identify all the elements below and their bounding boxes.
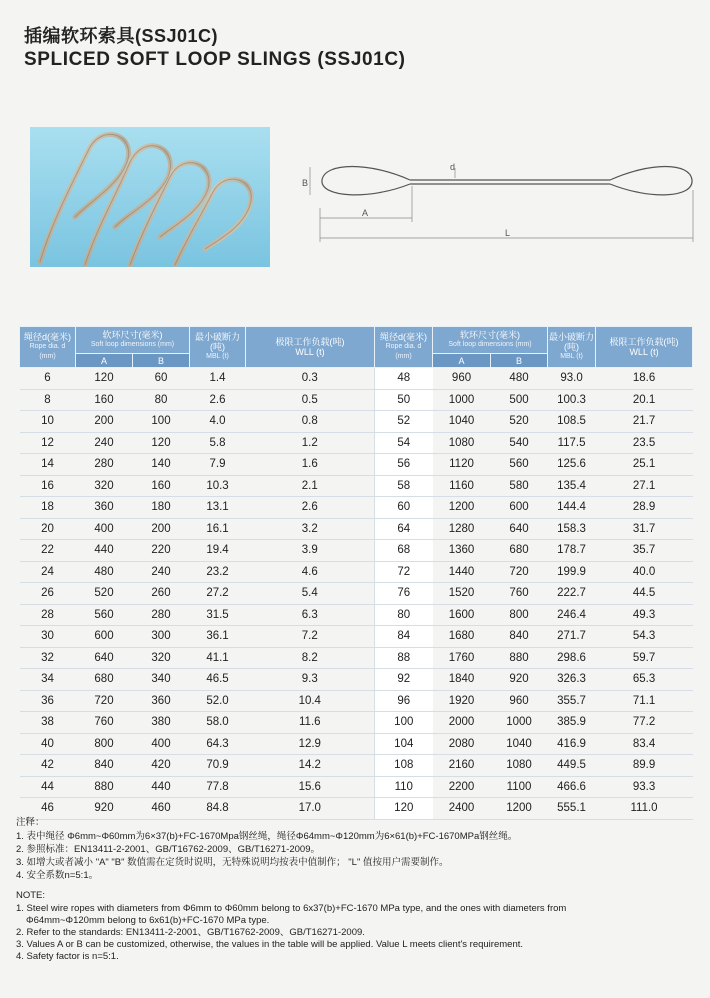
table-cell: 14 <box>20 454 76 476</box>
table-cell: 24 <box>20 561 76 583</box>
table-cell: 400 <box>76 518 133 540</box>
page-title-cn: 插编软环索具(SSJ01C) <box>24 26 219 46</box>
table-cell: 1760 <box>433 647 491 669</box>
table-cell: 0.5 <box>246 389 375 411</box>
table-cell: 500 <box>491 389 548 411</box>
table-row <box>20 432 693 454</box>
table-cell: 7.9 <box>190 454 246 476</box>
table-cell: 1.4 <box>190 368 246 390</box>
table-cell: 27.1 <box>596 475 693 497</box>
table-cell: 23.2 <box>190 561 246 583</box>
table-cell: 1000 <box>491 712 548 734</box>
table-cell: 36.1 <box>190 626 246 648</box>
table-cell: 65.3 <box>596 669 693 691</box>
table-cell: 2.6 <box>246 497 375 519</box>
header-mbl: 最小破断力 (吨) MBL (t) <box>190 327 246 368</box>
table-cell: 340 <box>133 669 190 691</box>
table-cell: 680 <box>76 669 133 691</box>
table-cell: 160 <box>133 475 190 497</box>
table-cell: 760 <box>491 583 548 605</box>
table-cell: 44.5 <box>596 583 693 605</box>
table-row <box>20 776 693 798</box>
table-cell: 56 <box>375 454 433 476</box>
table-cell: 58.0 <box>190 712 246 734</box>
table-cell: 30 <box>20 626 76 648</box>
table-cell: 158.3 <box>548 518 596 540</box>
note-cn-2: 2. 参照标准：EN13411-2-2001、GB/T16762-2009、GB/T16271-2009。 <box>16 844 320 855</box>
note-en-1-cont: Φ64mm~Φ120mm belong to 6x61(b)+FC-1670 MPa type. <box>26 915 270 926</box>
table-cell: 9.3 <box>246 669 375 691</box>
table-cell: 60 <box>375 497 433 519</box>
table-cell: 89.9 <box>596 755 693 777</box>
table-cell: 17.0 <box>246 798 375 820</box>
table-cell: 280 <box>76 454 133 476</box>
table-cell: 96 <box>375 690 433 712</box>
table-cell: 20 <box>20 518 76 540</box>
table-row <box>20 518 693 540</box>
table-cell: 280 <box>133 604 190 626</box>
table-cell: 1080 <box>491 755 548 777</box>
table-cell: 180 <box>133 497 190 519</box>
table-cell: 1280 <box>433 518 491 540</box>
table-cell: 100 <box>375 712 433 734</box>
label-d: d <box>450 162 456 172</box>
table-row <box>20 540 693 562</box>
table-cell: 360 <box>76 497 133 519</box>
spec-table-body <box>20 368 693 820</box>
table-cell: 320 <box>133 647 190 669</box>
header-b-2: B <box>491 354 548 368</box>
table-cell: 246.4 <box>548 604 596 626</box>
table-cell: 2.6 <box>190 389 246 411</box>
table-cell: 46 <box>20 798 76 820</box>
table-cell: 271.7 <box>548 626 596 648</box>
table-cell: 120 <box>133 432 190 454</box>
table-cell: 108 <box>375 755 433 777</box>
table-cell: 14.2 <box>246 755 375 777</box>
table-cell: 600 <box>76 626 133 648</box>
table-cell: 800 <box>491 604 548 626</box>
table-cell: 355.7 <box>548 690 596 712</box>
table-cell: 18.6 <box>596 368 693 390</box>
table-cell: 540 <box>491 432 548 454</box>
table-cell: 200 <box>133 518 190 540</box>
table-cell: 199.9 <box>548 561 596 583</box>
table-cell: 480 <box>76 561 133 583</box>
table-cell: 1120 <box>433 454 491 476</box>
table-cell: 10.4 <box>246 690 375 712</box>
table-cell: 800 <box>76 733 133 755</box>
table-cell: 520 <box>491 411 548 433</box>
note-en-4: 4. Safety factor is n=5:1. <box>16 951 119 962</box>
table-row <box>20 561 693 583</box>
table-cell: 104 <box>375 733 433 755</box>
table-row <box>20 497 693 519</box>
table-cell: 19.4 <box>190 540 246 562</box>
table-cell: 16.1 <box>190 518 246 540</box>
table-row <box>20 475 693 497</box>
header-b: B <box>133 354 190 368</box>
table-cell: 1160 <box>433 475 491 497</box>
table-cell: 720 <box>76 690 133 712</box>
table-cell: 6.3 <box>246 604 375 626</box>
table-row <box>20 647 693 669</box>
table-cell: 880 <box>491 647 548 669</box>
table-cell: 50 <box>375 389 433 411</box>
table-cell: 31.7 <box>596 518 693 540</box>
notes-english <box>16 890 566 963</box>
table-cell: 840 <box>491 626 548 648</box>
table-cell: 240 <box>133 561 190 583</box>
table-cell: 1040 <box>491 733 548 755</box>
table-cell: 600 <box>491 497 548 519</box>
spec-table <box>19 326 693 820</box>
table-cell: 440 <box>76 540 133 562</box>
table-cell: 960 <box>433 368 491 390</box>
note-en-1: 1. Steel wire ropes with diameters from Φ6mm to Φ60mm belong to 6x37(b)+FC-1670 MPa type, and the ones with diameters from <box>16 903 567 914</box>
table-cell: 68 <box>375 540 433 562</box>
table-cell: 40.0 <box>596 561 693 583</box>
table-cell: 71.1 <box>596 690 693 712</box>
table-cell: 560 <box>491 454 548 476</box>
table-cell: 108.5 <box>548 411 596 433</box>
table-cell: 3.9 <box>246 540 375 562</box>
table-cell: 40 <box>20 733 76 755</box>
table-cell: 1100 <box>491 776 548 798</box>
table-cell: 380 <box>133 712 190 734</box>
table-row <box>20 626 693 648</box>
table-cell: 260 <box>133 583 190 605</box>
table-row <box>20 712 693 734</box>
table-cell: 84 <box>375 626 433 648</box>
table-cell: 46.5 <box>190 669 246 691</box>
table-cell: 15.6 <box>246 776 375 798</box>
table-cell: 640 <box>491 518 548 540</box>
table-cell: 1600 <box>433 604 491 626</box>
table-cell: 178.7 <box>548 540 596 562</box>
table-cell: 1.2 <box>246 432 375 454</box>
table-cell: 93.3 <box>596 776 693 798</box>
table-cell: 32 <box>20 647 76 669</box>
table-row <box>20 604 693 626</box>
table-cell: 3.2 <box>246 518 375 540</box>
table-cell: 140 <box>133 454 190 476</box>
table-cell: 920 <box>76 798 133 820</box>
table-row <box>20 690 693 712</box>
table-cell: 2400 <box>433 798 491 820</box>
table-cell: 11.6 <box>246 712 375 734</box>
table-cell: 960 <box>491 690 548 712</box>
table-cell: 36 <box>20 690 76 712</box>
table-cell: 52.0 <box>190 690 246 712</box>
note-cn-4: 4. 安全系数n=5:1。 <box>16 870 99 881</box>
header-rope-dia: 绳径d(毫米) Rope dia. d (mm) <box>20 327 76 368</box>
table-cell: 1920 <box>433 690 491 712</box>
table-cell: 4.0 <box>190 411 246 433</box>
table-cell: 77.8 <box>190 776 246 798</box>
table-cell: 76 <box>375 583 433 605</box>
table-row <box>20 733 693 755</box>
table-cell: 111.0 <box>596 798 693 820</box>
note-cn-3: 3. 如增大或者减小 "A" "B" 数值需在定货时说明，无特殊说明均按表中值制作； "L" 值按用户需要制作。 <box>16 857 449 868</box>
table-cell: 48 <box>375 368 433 390</box>
header-wll-2: 极限工作负载(吨) WLL (t) <box>596 327 693 368</box>
table-cell: 2200 <box>433 776 491 798</box>
table-cell: 520 <box>76 583 133 605</box>
label-a: A <box>362 208 369 218</box>
product-photo <box>30 127 270 267</box>
table-cell: 385.9 <box>548 712 596 734</box>
notes-en-heading: NOTE: <box>16 890 46 901</box>
table-cell: 54.3 <box>596 626 693 648</box>
table-cell: 25.1 <box>596 454 693 476</box>
note-cn-1: 1. 表中绳径 Φ6mm~Φ60mm为6×37(b)+FC-1670Mpa钢丝绳，绳径Φ64mm~Φ120mm为6×61(b)+FC-1670MPa钢丝绳。 <box>16 831 518 842</box>
table-cell: 320 <box>76 475 133 497</box>
table-cell: 41.1 <box>190 647 246 669</box>
table-cell: 21.7 <box>596 411 693 433</box>
label-l: L <box>505 228 511 238</box>
page-title-en: SPLICED SOFT LOOP SLINGS (SSJ01C) <box>24 49 406 70</box>
table-cell: 880 <box>76 776 133 798</box>
table-cell: 300 <box>133 626 190 648</box>
table-row <box>20 389 693 411</box>
table-cell: 1680 <box>433 626 491 648</box>
table-cell: 720 <box>491 561 548 583</box>
table-cell: 13.1 <box>190 497 246 519</box>
note-en-3: 3. Values A or B can be customized, otherwise, the values in the table will be applied. Value L meets client's requirement. <box>16 939 524 950</box>
header-loop-dims-2: 软环尺寸(毫米) Soft loop dimensions (mm) <box>433 327 548 354</box>
table-cell: 26 <box>20 583 76 605</box>
table-cell: 440 <box>133 776 190 798</box>
table-cell: 83.4 <box>596 733 693 755</box>
table-cell: 110 <box>375 776 433 798</box>
table-cell: 680 <box>491 540 548 562</box>
sling-dimension-diagram <box>300 150 700 250</box>
table-cell: 360 <box>133 690 190 712</box>
table-row <box>20 583 693 605</box>
table-row <box>20 669 693 691</box>
table-cell: 60 <box>133 368 190 390</box>
table-cell: 760 <box>76 712 133 734</box>
table-cell: 555.1 <box>548 798 596 820</box>
table-cell: 64.3 <box>190 733 246 755</box>
table-cell: 44 <box>20 776 76 798</box>
table-cell: 222.7 <box>548 583 596 605</box>
notes-chinese <box>16 816 517 882</box>
table-cell: 27.2 <box>190 583 246 605</box>
notes-cn-heading: 注释： <box>16 817 45 828</box>
table-cell: 640 <box>76 647 133 669</box>
table-cell: 80 <box>375 604 433 626</box>
table-cell: 2080 <box>433 733 491 755</box>
table-cell: 42 <box>20 755 76 777</box>
table-cell: 560 <box>76 604 133 626</box>
table-cell: 1200 <box>491 798 548 820</box>
table-cell: 8 <box>20 389 76 411</box>
table-cell: 20.1 <box>596 389 693 411</box>
table-cell: 100 <box>133 411 190 433</box>
table-cell: 31.5 <box>190 604 246 626</box>
table-cell: 2000 <box>433 712 491 734</box>
table-cell: 12.9 <box>246 733 375 755</box>
table-cell: 28.9 <box>596 497 693 519</box>
table-cell: 52 <box>375 411 433 433</box>
table-cell: 400 <box>133 733 190 755</box>
table-cell: 120 <box>76 368 133 390</box>
table-cell: 1080 <box>433 432 491 454</box>
table-row <box>20 454 693 476</box>
table-cell: 5.8 <box>190 432 246 454</box>
header-mbl-2: 最小破断力 (吨) MBL (t) <box>548 327 596 368</box>
table-cell: 1360 <box>433 540 491 562</box>
table-cell: 49.3 <box>596 604 693 626</box>
table-cell: 416.9 <box>548 733 596 755</box>
table-cell: 84.8 <box>190 798 246 820</box>
table-cell: 18 <box>20 497 76 519</box>
table-cell: 35.7 <box>596 540 693 562</box>
table-cell: 580 <box>491 475 548 497</box>
table-cell: 160 <box>76 389 133 411</box>
header-loop-dims: 软环尺寸(毫米) Soft loop dimensions (mm) <box>76 327 190 354</box>
table-cell: 54 <box>375 432 433 454</box>
table-cell: 1040 <box>433 411 491 433</box>
table-cell: 4.6 <box>246 561 375 583</box>
table-cell: 449.5 <box>548 755 596 777</box>
table-cell: 0.8 <box>246 411 375 433</box>
table-cell: 93.0 <box>548 368 596 390</box>
table-cell: 200 <box>76 411 133 433</box>
table-cell: 28 <box>20 604 76 626</box>
table-row <box>20 368 693 390</box>
table-cell: 298.6 <box>548 647 596 669</box>
table-cell: 2160 <box>433 755 491 777</box>
table-cell: 80 <box>133 389 190 411</box>
table-cell: 100.3 <box>548 389 596 411</box>
header-rope-dia-2: 绳径d(毫米) Rope dia. d (mm) <box>375 327 433 368</box>
table-cell: 64 <box>375 518 433 540</box>
table-cell: 1840 <box>433 669 491 691</box>
table-cell: 920 <box>491 669 548 691</box>
table-cell: 460 <box>133 798 190 820</box>
table-cell: 1520 <box>433 583 491 605</box>
table-cell: 220 <box>133 540 190 562</box>
header-a: A <box>76 354 133 368</box>
table-cell: 10.3 <box>190 475 246 497</box>
table-cell: 22 <box>20 540 76 562</box>
table-cell: 1.6 <box>246 454 375 476</box>
table-cell: 840 <box>76 755 133 777</box>
header-wll: 极限工作负载(吨) WLL (t) <box>246 327 375 368</box>
table-cell: 135.4 <box>548 475 596 497</box>
table-cell: 125.6 <box>548 454 596 476</box>
table-cell: 326.3 <box>548 669 596 691</box>
table-cell: 34 <box>20 669 76 691</box>
table-cell: 5.4 <box>246 583 375 605</box>
table-cell: 466.6 <box>548 776 596 798</box>
table-cell: 144.4 <box>548 497 596 519</box>
table-cell: 12 <box>20 432 76 454</box>
table-row <box>20 411 693 433</box>
table-cell: 420 <box>133 755 190 777</box>
table-cell: 120 <box>375 798 433 820</box>
table-cell: 480 <box>491 368 548 390</box>
table-cell: 7.2 <box>246 626 375 648</box>
table-cell: 0.3 <box>246 368 375 390</box>
table-cell: 117.5 <box>548 432 596 454</box>
table-row <box>20 755 693 777</box>
table-cell: 16 <box>20 475 76 497</box>
table-cell: 240 <box>76 432 133 454</box>
note-en-2: 2. Refer to the standards: EN13411-2-2001、GB/T16762-2009、GB/T16271-2009. <box>16 927 365 938</box>
table-cell: 10 <box>20 411 76 433</box>
table-cell: 1200 <box>433 497 491 519</box>
table-cell: 92 <box>375 669 433 691</box>
table-cell: 72 <box>375 561 433 583</box>
table-cell: 2.1 <box>246 475 375 497</box>
header-a-2: A <box>433 354 491 368</box>
sling-photo-illustration <box>30 127 270 267</box>
table-cell: 38 <box>20 712 76 734</box>
label-b: B <box>302 178 309 188</box>
table-cell: 23.5 <box>596 432 693 454</box>
table-cell: 88 <box>375 647 433 669</box>
table-cell: 70.9 <box>190 755 246 777</box>
table-cell: 6 <box>20 368 76 390</box>
table-cell: 1000 <box>433 389 491 411</box>
table-cell: 1440 <box>433 561 491 583</box>
table-cell: 8.2 <box>246 647 375 669</box>
table-cell: 59.7 <box>596 647 693 669</box>
table-cell: 77.2 <box>596 712 693 734</box>
table-cell: 58 <box>375 475 433 497</box>
